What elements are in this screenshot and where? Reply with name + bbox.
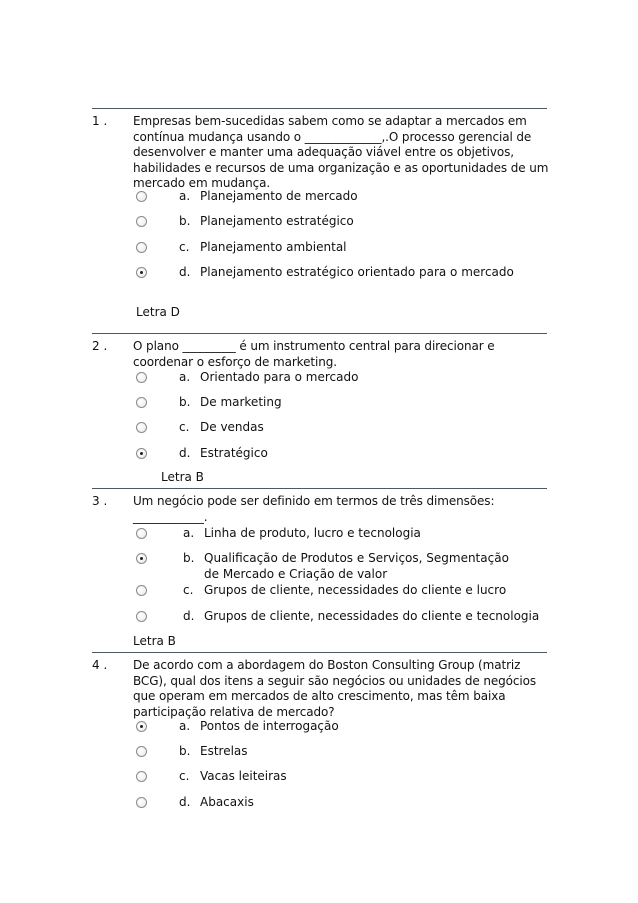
option-letter: a. <box>179 189 191 203</box>
option-label: Linha de produto, lucro e tecnologia <box>204 526 421 540</box>
option-label: Qualificação de Produtos e Serviços, Segmentação de Mercado e Criação de valor <box>204 551 509 581</box>
option-radio[interactable] <box>133 769 553 785</box>
answer-note: Letra B <box>133 634 176 648</box>
option-radio[interactable] <box>133 240 553 256</box>
radio-unchecked-icon[interactable] <box>136 242 147 253</box>
option-letter: a. <box>179 719 191 733</box>
question-divider <box>92 108 547 109</box>
option-label: Orientado para o mercado <box>200 370 359 384</box>
radio-unchecked-icon[interactable] <box>136 191 147 202</box>
radio-unchecked-icon[interactable] <box>136 422 147 433</box>
option-letter: b. <box>183 551 195 565</box>
radio-unchecked-icon[interactable] <box>136 216 147 227</box>
radio-unchecked-icon[interactable] <box>136 611 147 622</box>
option-letter: a. <box>183 526 195 540</box>
question-text: O plano _________ é um instrumento central para direcionar e coordenar o esforço de marketing. <box>133 339 495 369</box>
option-letter: c. <box>183 583 194 597</box>
question-divider <box>92 333 547 334</box>
radio-unchecked-icon[interactable] <box>136 372 147 383</box>
option-radio[interactable] <box>133 609 553 625</box>
question-text: Empresas bem-sucedidas sabem como se adaptar a mercados em contínua mudança usando o _____________,.O processo gerencial de desenvolver e manter uma adequação viável entre os objetivos, habilidades e recursos de uma organização e as oportunidades de um mercado em mudança. <box>133 114 549 190</box>
radio-unchecked-icon[interactable] <box>136 528 147 539</box>
question-number: 4 . <box>92 658 108 672</box>
question-number: 3 . <box>92 494 108 508</box>
option-letter: a. <box>179 370 191 384</box>
option-letter: c. <box>179 240 190 254</box>
option-label: Vacas leiteiras <box>200 769 287 783</box>
option-label: Planejamento ambiental <box>200 240 347 254</box>
option-letter: d. <box>179 446 191 460</box>
option-label: Abacaxis <box>200 795 254 809</box>
option-label: Planejamento estratégico orientado para o mercado <box>200 265 514 279</box>
radio-unchecked-icon[interactable] <box>136 771 147 782</box>
radio-unchecked-icon[interactable] <box>136 585 147 596</box>
answer-note: Letra B <box>161 470 204 484</box>
option-letter: b. <box>179 214 191 228</box>
radio-unchecked-icon[interactable] <box>136 797 147 808</box>
option-radio[interactable] <box>133 189 553 205</box>
option-radio[interactable] <box>133 446 553 462</box>
option-label: Estrelas <box>200 744 248 758</box>
question-divider <box>92 652 547 653</box>
question-number: 2 . <box>92 339 108 353</box>
option-label: De vendas <box>200 420 264 434</box>
option-letter: b. <box>179 395 191 409</box>
radio-checked-icon[interactable] <box>136 448 147 459</box>
question-text: De acordo com a abordagem do Boston Consulting Group (matriz BCG), qual dos itens a seguir são negócios ou unidades de negócios que operam em mercados de alto crescimento, mas têm baixa participação relativa de mercado? <box>133 658 537 719</box>
radio-unchecked-icon[interactable] <box>136 397 147 408</box>
option-label: De marketing <box>200 395 282 409</box>
option-letter: b. <box>179 744 191 758</box>
option-radio[interactable] <box>133 370 553 386</box>
question-number: 1 . <box>92 114 108 128</box>
option-label: Planejamento de mercado <box>200 189 358 203</box>
option-letter: d. <box>179 795 191 809</box>
option-radio[interactable] <box>133 795 553 811</box>
radio-checked-icon[interactable] <box>136 721 147 732</box>
option-label: Grupos de cliente, necessidades do cliente e lucro <box>204 583 507 597</box>
option-radio[interactable] <box>133 214 553 230</box>
option-letter: d. <box>183 609 195 623</box>
option-label: Pontos de interrogação <box>200 719 339 733</box>
question-text: Um negócio pode ser definido em termos de três dimensões: ____________. <box>133 494 495 524</box>
option-radio[interactable] <box>133 395 553 411</box>
option-radio[interactable] <box>133 551 553 583</box>
option-label: Estratégico <box>200 446 268 460</box>
option-radio[interactable] <box>133 583 553 599</box>
option-label: Planejamento estratégico <box>200 214 354 228</box>
radio-checked-icon[interactable] <box>136 267 147 278</box>
option-letter: c. <box>179 420 190 434</box>
radio-checked-icon[interactable] <box>136 553 147 564</box>
option-label: Grupos de cliente, necessidades do cliente e tecnologia <box>204 609 540 623</box>
option-radio[interactable] <box>133 265 553 281</box>
radio-unchecked-icon[interactable] <box>136 746 147 757</box>
option-radio[interactable] <box>133 744 553 760</box>
answer-note: Letra D <box>136 305 180 319</box>
question-divider <box>92 488 547 489</box>
option-letter: d. <box>179 265 191 279</box>
option-letter: c. <box>179 769 190 783</box>
option-radio[interactable] <box>133 719 553 735</box>
option-radio[interactable] <box>133 526 553 542</box>
option-radio[interactable] <box>133 420 553 436</box>
